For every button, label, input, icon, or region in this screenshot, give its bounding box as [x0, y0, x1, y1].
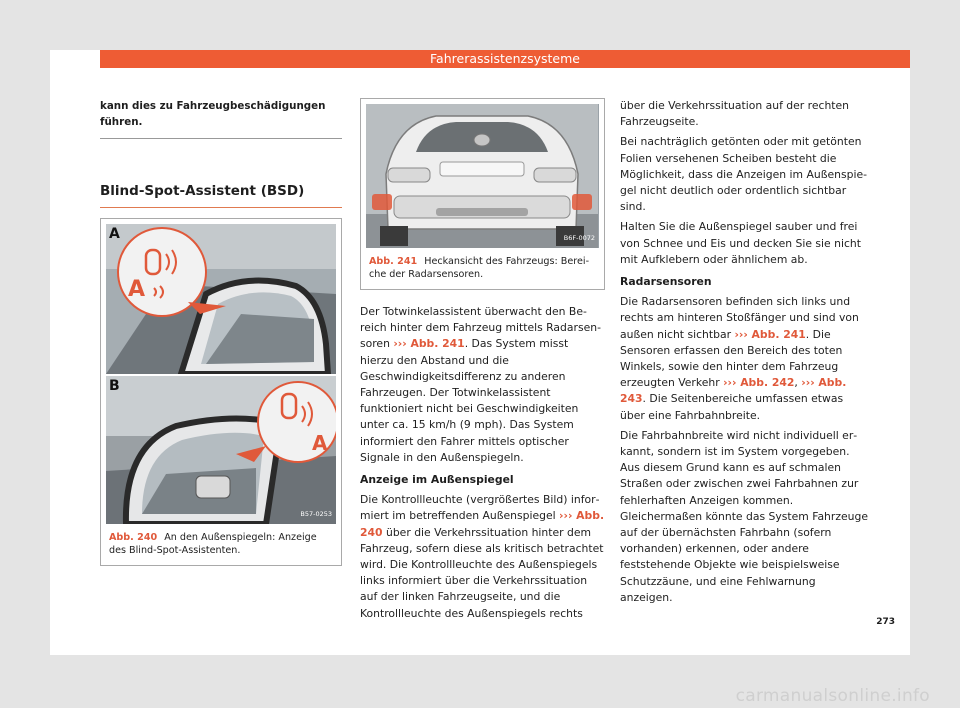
- mirror-a-illustration: [106, 224, 336, 374]
- car-rear-illustration: [366, 104, 598, 248]
- text-run: ,: [794, 376, 802, 390]
- text-run: Die Radarsensoren befinden sich links und rechts am hinteren Stoßfänger und sind von außen nicht sichtbar: [620, 295, 859, 341]
- paragraph: Halten Sie die Außenspiegel sauber und frei von Schnee und Eis und decken Sie sie nicht mit Aufklebern oder ähnlichem ab.: [620, 220, 861, 266]
- page-number: 273: [876, 617, 895, 627]
- column-left: [100, 98, 342, 566]
- figure-link[interactable]: ››› Abb. 243: [620, 376, 847, 406]
- watermark: carmanualsonline.info: [735, 686, 930, 706]
- paragraph: Die Fahrbahnbreite wird nicht individuell erkannt, sondern ist im System vorgegeben. Aus diesem Grund kann es auf schmalen Straßen oder zwischen zwei Fahrbahnen zur fehlerhaften Anzeigen kommen. Gleichermaßen könnte das System Fahrzeuge auf der übernächsten Fahrbahn (sofern vorhanden) erkennen, oder andere feststehende Objekte wie beispielsweise Schutzzäune, und eine Fehlwarnung anzeigen.: [620, 428, 868, 604]
- paragraph: [360, 492, 605, 622]
- mirror-image-a: [106, 224, 336, 374]
- figure-241-caption: [366, 248, 599, 284]
- svg-text:A: A: [128, 277, 146, 303]
- warning-text-tail: kann dies zu Fahrzeugbeschädigungen führen.: [100, 98, 342, 139]
- mirror-image-b: [106, 376, 336, 524]
- subheading: Anzeige im Außenspiegel: [360, 473, 514, 487]
- text-run: . Die Sensoren erfassen den Bereich des toten Winkels, sowie den hinter dem Fahrzeug erzeugten Verkehr: [620, 327, 843, 390]
- chapter-header: Fahrerassistenzsysteme: [100, 50, 910, 68]
- text-run: Der Totwinkelassistent überwacht den Bereich hinter dem Fahrzeug mittels Radarsensoren: [360, 305, 601, 351]
- paragraph: Bei nachträglich getönten oder mit getönten Folien versehenen Scheiben besteht die Möglichkeit, dass die Anzeigen im Außenspiegel nicht deutlich oder ordentlich sichtbar sind.: [620, 135, 868, 214]
- figure-241: [360, 98, 605, 290]
- text-run: Die Kontrollleuchte (vergrößertes Bild) informiert im betreffenden Außenspiegel: [360, 493, 600, 523]
- image-label-a: A: [109, 226, 120, 243]
- text-run: . Das System misst hierzu den Abstand und die Geschwindigkeitsdifferenz zu anderen Fahrzeugen. Der Totwinkelassistent funktioniert nicht bei Geschwindigkeiten unter ca. 15 km/h (9 mph). Das System informiert den Fahrer mittels optischer Signale in den Außenspiegeln.: [360, 337, 579, 464]
- manual-page: [50, 50, 910, 655]
- figure-240: [100, 218, 342, 566]
- caption-text: An den Außenspiegeln: Anzeige des Blind-Spot-Assistenten.: [109, 532, 317, 557]
- figure-link[interactable]: ››› Abb. 242: [723, 376, 795, 390]
- figure-link[interactable]: ››› Abb. 241: [734, 327, 806, 341]
- paragraph: [620, 294, 868, 424]
- image-label-b: B: [109, 378, 120, 395]
- mirror-b-illustration: [106, 376, 336, 524]
- figure-code: B6F-0072: [563, 233, 595, 242]
- section-title: Blind-Spot-Assistent (BSD): [100, 183, 342, 208]
- text-run: . Die Seitenbereiche umfassen etwas über eine Fahrbahnbreite.: [620, 392, 844, 422]
- figure-link[interactable]: ››› Abb. 241: [393, 337, 465, 351]
- subheading: Radarsensoren: [620, 275, 712, 289]
- figure-code: B57-0253: [300, 510, 332, 518]
- column-right: [620, 98, 868, 606]
- car-rear-image: [366, 104, 599, 248]
- paragraph: über die Verkehrssituation auf der rechten Fahrzeugseite.: [620, 99, 850, 129]
- figure-240-caption: [106, 524, 336, 560]
- figure-link[interactable]: ››› Abb. 240: [360, 509, 605, 539]
- caption-text: Heckansicht des Fahrzeugs: Bereiche der Radarsensoren.: [369, 256, 590, 280]
- figure-number: Abb. 241: [369, 256, 418, 267]
- column-middle: [360, 98, 605, 622]
- svg-text:A: A: [312, 431, 328, 456]
- figure-number: Abb. 240: [109, 532, 158, 544]
- paragraph: [360, 304, 605, 466]
- text-run: über die Verkehrssituation hinter dem Fahrzeug, sofern diese als kritisch betrachtet wird. Die Kontrollleuchte des Außenspiegels links informiert über die Verkehrssituation auf der linken Fahrzeugseite, und die Kontrollleuchte des Außenspiegels rechts: [360, 525, 604, 620]
